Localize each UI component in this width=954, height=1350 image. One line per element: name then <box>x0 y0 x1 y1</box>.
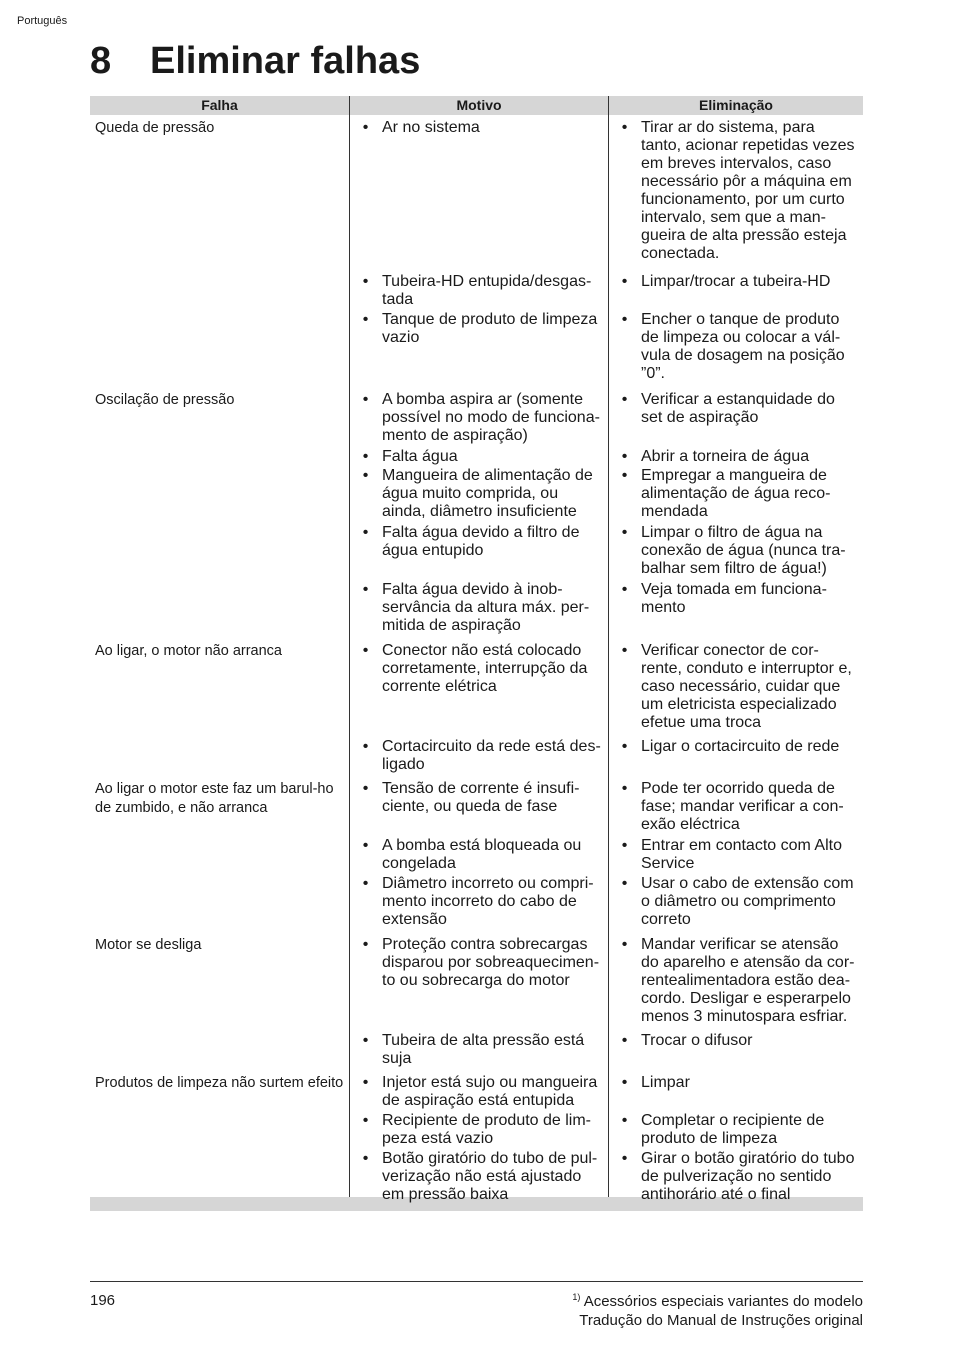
fix-cell <box>608 467 863 524</box>
fix-cell <box>608 780 863 837</box>
fix-text: Limpar o filtro de água na conexão de água (nunca tra-balhar sem filtro de água!) <box>641 524 846 577</box>
fault-cell: Motor se desliga <box>95 937 202 953</box>
cause-text: Tanque de produto de limpeza vazio <box>382 311 598 346</box>
fix-text: Completar o recipiente de produto de limpeza <box>641 1112 825 1147</box>
fix-cell <box>608 1112 863 1150</box>
header-fault: Falha <box>201 97 238 113</box>
cause-cell <box>349 467 608 524</box>
fix-text: Limpar <box>641 1074 690 1091</box>
fault-cell: Queda de pressão <box>95 120 215 136</box>
table-body <box>90 115 863 1203</box>
fix-cell <box>608 391 863 448</box>
fix-cell <box>608 936 863 1032</box>
cause-cell <box>349 837 608 875</box>
cause-cell <box>349 1150 608 1207</box>
cause-fix-pair <box>349 875 863 932</box>
fix-text: Verificar conector de cor-rente, conduto e interruptor e, caso necessário, cuidar que um eletricista especializado efetue uma troca <box>641 642 852 731</box>
column-divider <box>608 115 609 1197</box>
cause-text: Falta água devido à inob-servância da altura máx. per-mitida de aspiração <box>382 581 590 634</box>
bullet-icon: • <box>362 1112 369 1129</box>
cause-cell <box>349 1074 608 1112</box>
cause-fix-pair <box>349 581 863 638</box>
bullet-icon: • <box>621 391 628 408</box>
footnote <box>572 1292 863 1310</box>
bullet-icon: • <box>362 936 369 953</box>
fix-cell <box>608 311 863 387</box>
fix-cell <box>608 1074 863 1112</box>
bullet-icon: • <box>621 780 628 797</box>
fix-text: Pode ter ocorrido queda de fase; mandar verificar a con-exão eléctrica <box>641 780 844 833</box>
page-number: 196 <box>90 1292 116 1309</box>
language-label: Português <box>17 15 68 27</box>
fix-cell <box>608 119 863 273</box>
bullet-icon: • <box>362 875 369 892</box>
fix-text: Abrir a torneira de água <box>641 448 810 465</box>
cause-fix-pair <box>349 1032 863 1070</box>
table-row <box>90 638 863 776</box>
table-row <box>90 1070 863 1207</box>
cause-cell <box>349 273 608 311</box>
fix-text: Empregar a mangueira de alimentação de água reco-mendada <box>641 467 831 520</box>
bullet-icon: • <box>621 311 628 328</box>
cause-text: Recipiente de produto de lim-peza está vazio <box>382 1112 592 1147</box>
bullet-icon: • <box>362 780 369 797</box>
footnote-text: Acessórios especiais variantes do modelo <box>583 1293 863 1310</box>
bullet-icon: • <box>362 273 369 290</box>
cause-fix-pair <box>349 311 863 387</box>
cause-cell <box>349 1112 608 1150</box>
fix-cell <box>608 875 863 932</box>
cause-fix-group <box>349 1070 863 1207</box>
cause-fix-pair <box>349 780 863 837</box>
bullet-icon: • <box>621 119 628 136</box>
footer-rule <box>90 1281 863 1282</box>
fault-cell: Oscilação de pressão <box>95 392 235 408</box>
fix-text: Veja tomada em funciona-mento <box>641 581 827 616</box>
cause-text: Tubeira de alta pressão está suja <box>382 1032 585 1067</box>
column-divider <box>349 115 350 1197</box>
fix-cell <box>608 581 863 638</box>
bullet-icon: • <box>621 448 628 465</box>
cause-text: Falta água devido a filtro de água entupido <box>382 524 580 559</box>
fix-text: Tirar ar do sistema, para tanto, acionar repetidas vezes em breves intervalos, caso necessário pôr a máquina em funcionamento, por um curto intervalo, sem que a man-gueira de alta pressão esteja conectada. <box>641 119 855 262</box>
table-row <box>90 115 863 387</box>
bullet-icon: • <box>362 1032 369 1049</box>
bullet-icon: • <box>362 1150 369 1167</box>
bullet-icon: • <box>362 391 369 408</box>
fault-cell: Ao ligar o motor este faz um barul-ho de zumbido, e não arranca <box>95 781 334 817</box>
cause-fix-pair <box>349 391 863 448</box>
bullet-icon: • <box>362 1074 369 1091</box>
bullet-icon: • <box>621 1112 628 1129</box>
cause-fix-pair <box>349 273 863 311</box>
bullet-icon: • <box>362 738 369 755</box>
table-row <box>90 932 863 1070</box>
cause-fix-pair <box>349 448 863 467</box>
cause-cell <box>349 738 608 776</box>
fix-text: Limpar/trocar a tubeira-HD <box>641 273 831 290</box>
cause-text: Injetor está sujo ou mangueira de aspiração está entupida <box>382 1074 598 1109</box>
header-cause: Motivo <box>349 96 608 115</box>
bullet-icon: • <box>621 467 628 484</box>
cause-text: Ar no sistema <box>382 119 480 136</box>
cause-fix-pair <box>349 119 863 273</box>
bullet-icon: • <box>362 581 369 598</box>
bullet-icon: • <box>621 581 628 598</box>
cause-text: Botão giratório do tubo de pul-verização não está ajustado em pressão baixa <box>382 1150 598 1203</box>
table-header <box>90 96 863 115</box>
cause-cell <box>349 524 608 581</box>
bullet-icon: • <box>362 524 369 541</box>
fix-cell <box>608 1150 863 1207</box>
cause-text: A bomba aspira ar (somente possível no modo de funciona-mento de aspiração) <box>382 391 600 444</box>
footnote-marker: 1) <box>572 1292 581 1302</box>
fix-cell <box>608 1032 863 1070</box>
cause-text: Tensão de corrente é insufi-ciente, ou queda de fase <box>382 780 580 815</box>
fix-text: Entrar em contacto com Alto Service <box>641 837 842 872</box>
cause-cell <box>349 780 608 837</box>
cause-fix-pair <box>349 524 863 581</box>
fix-text: Encher o tanque de produto de limpeza ou colocar a vál-vula de dosagem na posição ”0”. <box>641 311 845 382</box>
fix-text: Verificar a estanquidade do set de aspiração <box>641 391 835 426</box>
table-row <box>90 387 863 638</box>
fix-text: Mandar verificar se atensão do aparelho e atensão da cor-rentealimentadora estão dea-cordo. Desligar e esperarpelo menos 3 minutospara esfriar. <box>641 936 855 1025</box>
cause-cell <box>349 119 608 273</box>
cause-fix-pair <box>349 1112 863 1150</box>
cause-fix-pair <box>349 1074 863 1112</box>
cause-fix-pair <box>349 936 863 1032</box>
cause-text: Conector não está colocado corretamente, interrupção da corrente elétrica <box>382 642 588 695</box>
fix-cell <box>608 642 863 738</box>
bullet-icon: • <box>621 1032 628 1049</box>
table-row <box>90 776 863 932</box>
cause-cell <box>349 448 608 467</box>
bullet-icon: • <box>621 875 628 892</box>
fix-cell <box>608 524 863 581</box>
fix-text: Ligar o cortacircuito de rede <box>641 738 840 755</box>
cause-text: Diâmetro incorreto ou compri-mento incorreto do cabo de extensão <box>382 875 594 928</box>
cause-fix-group <box>349 638 863 776</box>
bullet-icon: • <box>621 273 628 290</box>
cause-fix-group <box>349 387 863 638</box>
cause-fix-pair <box>349 467 863 524</box>
header-fix: Eliminação <box>608 96 863 115</box>
bullet-icon: • <box>362 448 369 465</box>
cause-fix-pair <box>349 738 863 776</box>
fault-cell: Produtos de limpeza não surtem efeito <box>95 1075 344 1091</box>
cause-cell <box>349 642 608 738</box>
bullet-icon: • <box>621 837 628 854</box>
fix-cell <box>608 738 863 776</box>
cause-cell <box>349 875 608 932</box>
bullet-icon: • <box>362 837 369 854</box>
fix-cell <box>608 837 863 875</box>
bullet-icon: • <box>362 467 369 484</box>
cause-text: Tubeira-HD entupida/desgas-tada <box>382 273 592 308</box>
cause-fix-group <box>349 776 863 932</box>
bullet-icon: • <box>621 936 628 953</box>
cause-cell <box>349 311 608 387</box>
cause-fix-pair <box>349 642 863 738</box>
cause-text: Proteção contra sobrecargas disparou por sobreaquecimen-to ou sobrecarga do motor <box>382 936 600 989</box>
cause-fix-group <box>349 932 863 1070</box>
bullet-icon: • <box>362 119 369 136</box>
fix-cell <box>608 448 863 467</box>
bullet-icon: • <box>621 642 628 659</box>
chapter-number: 8 <box>90 40 112 82</box>
cause-cell <box>349 581 608 638</box>
bullet-icon: • <box>362 311 369 328</box>
cause-cell <box>349 391 608 448</box>
chapter-title: Eliminar falhas <box>150 40 421 82</box>
troubleshooting-table <box>90 96 863 1211</box>
cause-text: Mangueira de alimentação de água muito comprida, ou ainda, diâmetro insuficiente <box>382 467 593 520</box>
manual-subtitle: Tradução do Manual de Instruções original <box>579 1312 863 1329</box>
bullet-icon: • <box>621 1074 628 1091</box>
cause-text: A bomba está bloqueada ou congelada <box>382 837 582 872</box>
cause-cell <box>349 1032 608 1070</box>
cause-text: Falta água <box>382 448 458 465</box>
fix-text: Usar o cabo de extensão com o diâmetro ou comprimento correto <box>641 875 854 928</box>
cause-fix-pair <box>349 1150 863 1207</box>
fix-text: Trocar o difusor <box>641 1032 753 1049</box>
cause-text: Cortacircuito da rede está des-ligado <box>382 738 601 773</box>
chapter-heading <box>90 40 420 83</box>
cause-fix-group <box>349 115 863 387</box>
bullet-icon: • <box>621 524 628 541</box>
cause-cell <box>349 936 608 1032</box>
bullet-icon: • <box>621 1150 628 1167</box>
fault-cell: Ao ligar, o motor não arranca <box>95 643 282 659</box>
bullet-icon: • <box>621 738 628 755</box>
bullet-icon: • <box>362 642 369 659</box>
fix-text: Girar o botão giratório do tubo de pulverização no sentido antihorário até o final <box>641 1150 855 1203</box>
fix-cell <box>608 273 863 311</box>
cause-fix-pair <box>349 837 863 875</box>
